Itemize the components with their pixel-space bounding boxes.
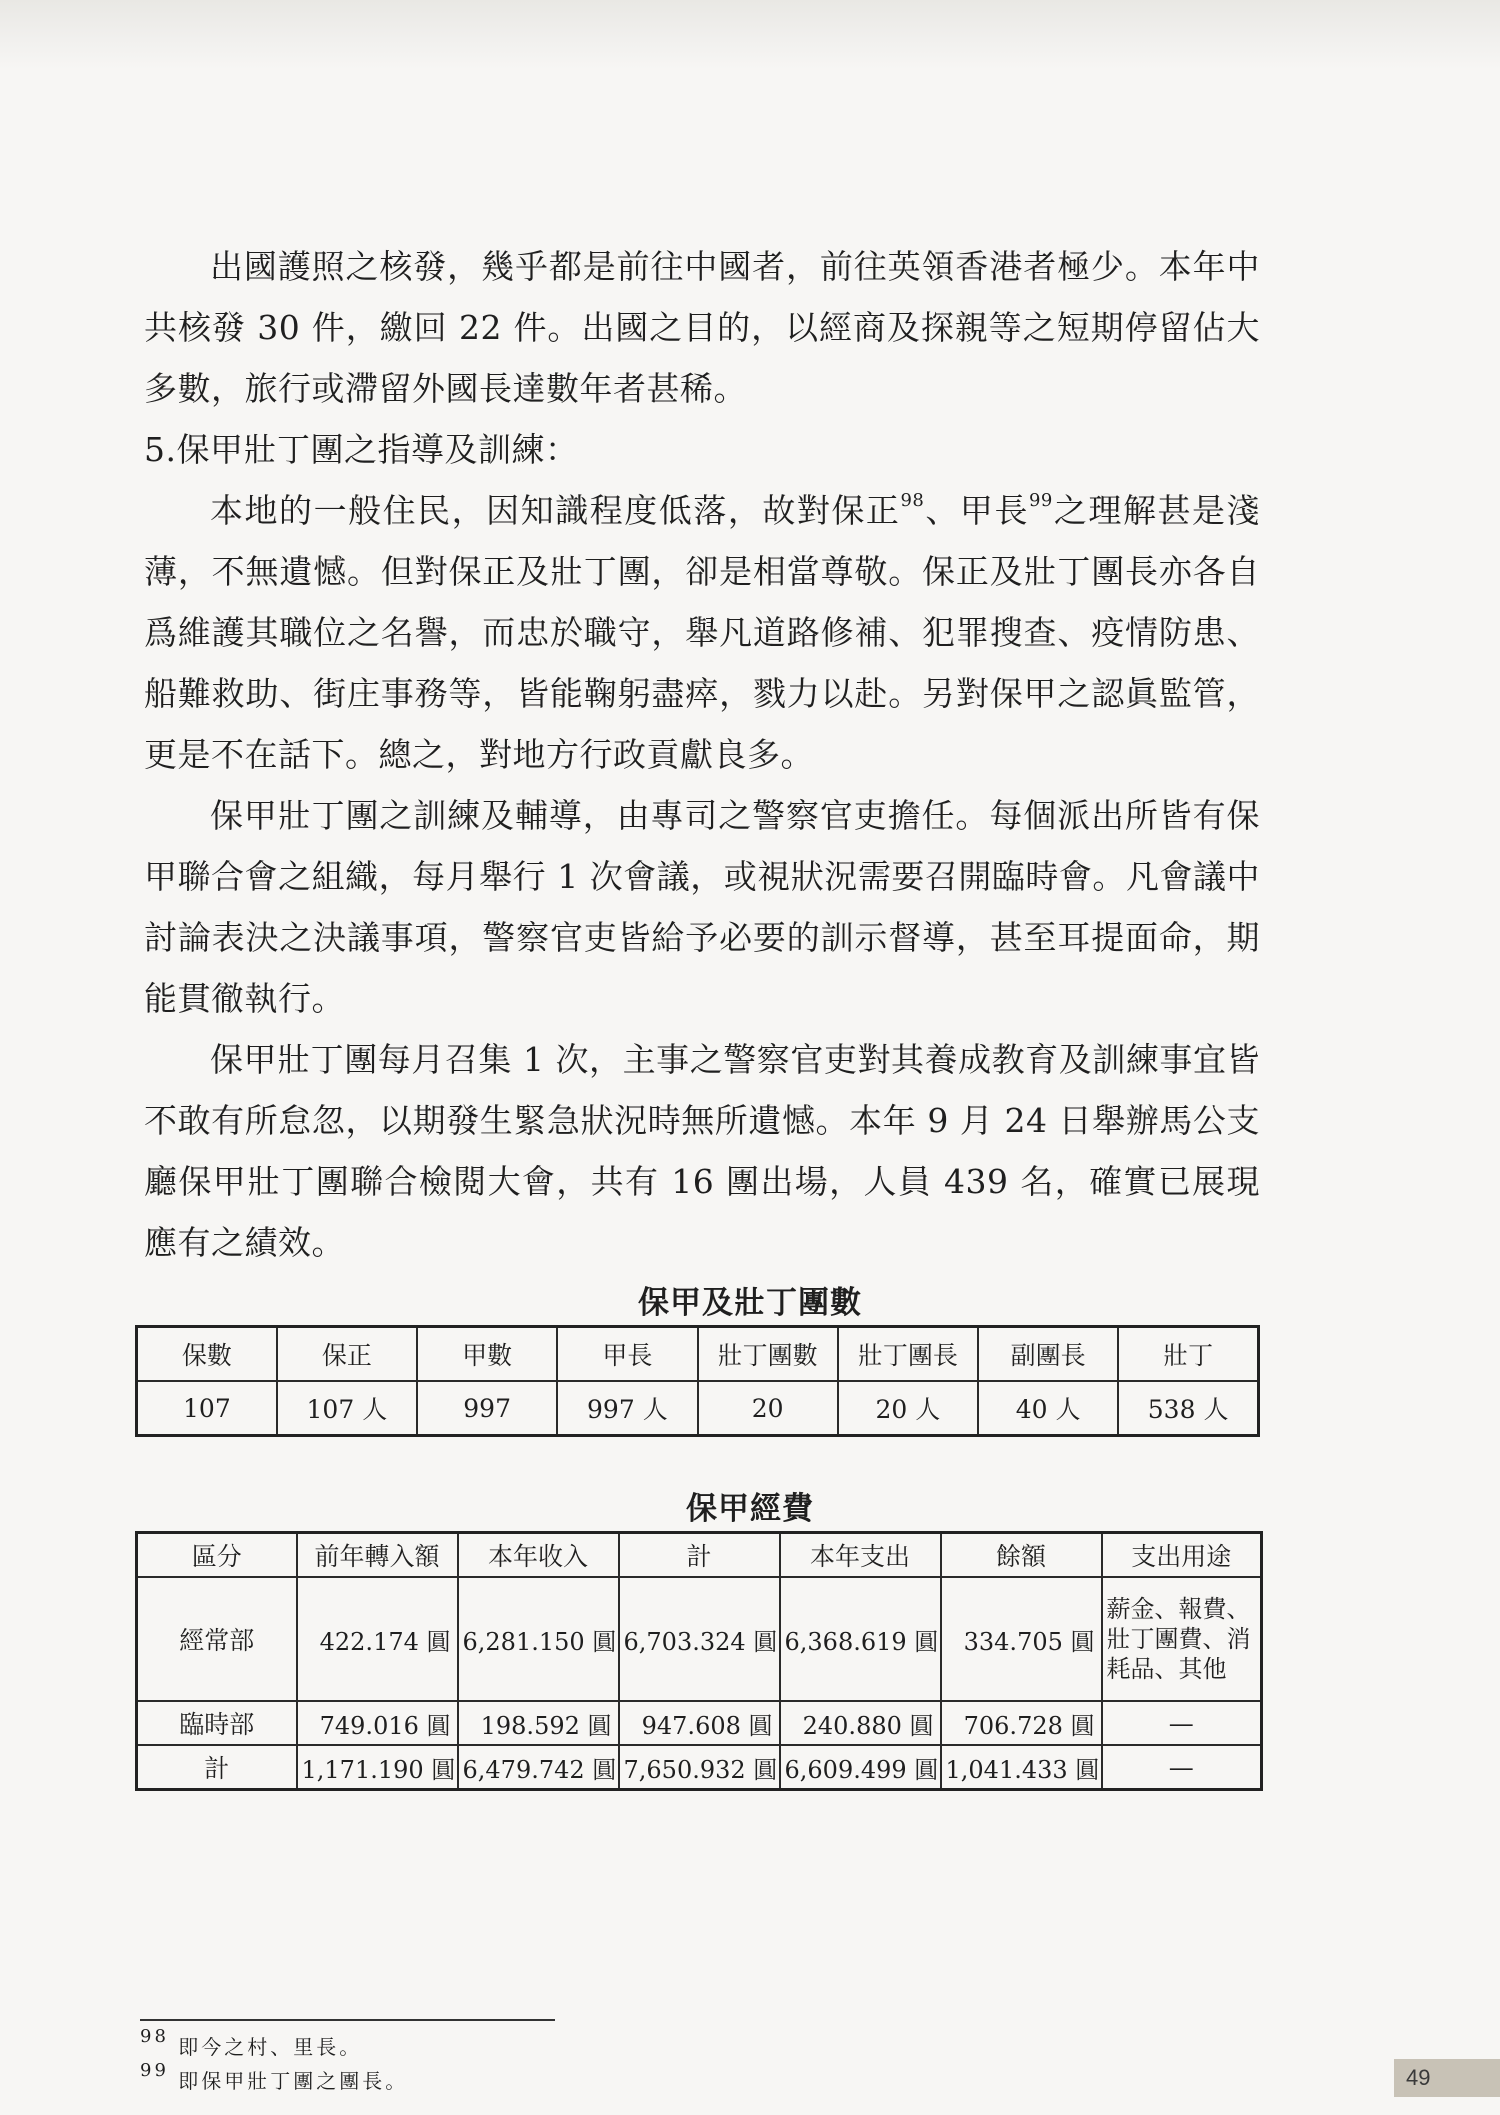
table-cell: 240.880 圓 [780,1701,941,1745]
table-cell: 20 [698,1381,838,1436]
footnote-ref-98: 98 [900,490,925,511]
baojia-count-table [135,1325,1260,1437]
baojia-expense-table [135,1531,1263,1791]
table-header-row [137,1327,1259,1382]
page-number: 49 [1394,2059,1500,2097]
table-cell: 538 人 [1118,1381,1258,1436]
table-header-cell: 餘額 [941,1533,1102,1578]
table-cell: 6,703.324 圓 [619,1577,780,1701]
table-header-cell: 保正 [277,1327,417,1382]
table-cell: 6,281.150 圓 [458,1577,619,1701]
table-cell: 20 人 [838,1381,978,1436]
table-cell: 臨時部 [137,1701,297,1745]
table-cell: — [1102,1745,1262,1790]
table-cell: 6,479.742 圓 [458,1745,619,1790]
paragraph-passport: 出國護照之核發，幾乎都是前往中國者，前往英領香港者極少。本年中共核發 30 件，繳回 22 件。出國之目的，以經商及探親等之短期停留佔大多數，旅行或滯留外國長達數年者甚稀。 [144,247,1260,408]
table-header-cell: 計 [619,1533,780,1578]
table-header-cell: 壯丁團數 [698,1327,838,1382]
table-cell: 749.016 圓 [297,1701,458,1745]
table-cell: — [1102,1701,1262,1745]
table-cell: 997 人 [557,1381,697,1436]
paragraph-training: 保甲壯丁團之訓練及輔導，由專司之警察官吏擔任。每個派出所皆有保甲聯合會之組織，每月舉行 1 次會議，或視狀況需要召開臨時會。凡會議中討論表決之決議事項，警察官吏皆給予必要的訓示督導，甚至耳提面命，期能貫徹執行。 [144,796,1260,1018]
table-row [137,1381,1259,1436]
table-cell: 薪金、報費、壯丁團費、消耗品、其他 [1102,1577,1262,1701]
table-cell: 947.608 圓 [619,1701,780,1745]
table-cell: 107 [137,1381,277,1436]
table-cell: 1,041.433 圓 [941,1745,1102,1790]
table-cell: 107 人 [277,1381,417,1436]
table-cell: 997 [417,1381,557,1436]
table-header-row [137,1533,1262,1578]
paragraph-residents: 本地的一般住民，因知識程度低落，故對保正$^{98}$、甲長$^{99}$之理解甚是淺薄，不無遺憾。但對保正及壯丁團，卻是相當尊敬。保正及壯丁團長亦各自爲維護其職位之名譽，而忠於職守，舉凡道路修補、犯罪搜查、疫情防患、船難救助、街庄事務等，皆能鞠躬盡瘁，戮力以赴。另對保甲之認眞監管，更是不在話下。總之，對地方行政貢獻良多。 [144,490,1261,774]
footnote-divider [140,2019,555,2021]
table-cell: 計 [137,1745,297,1790]
table-header-cell: 區分 [137,1533,297,1578]
footnote-ref-99: 99 [1028,490,1053,511]
footnotes [140,2026,409,2098]
table-row [137,1701,1262,1745]
table-header-cell: 本年收入 [458,1533,619,1578]
table-header-cell: 壯丁 [1118,1327,1258,1382]
table-cell: 198.592 圓 [458,1701,619,1745]
paragraph-assembly: 保甲壯丁團每月召集 1 次，主事之警察官吏對其養成教育及訓練事宜皆不敢有所怠忽，以期發生緊急狀況時無所遺憾。本年 9 月 24 日舉辦馬公支廳保甲壯丁團聯合檢閱大會，共有 16 團出場，人員 439 名，確實已展現應有之績效。 [144,1040,1260,1262]
table-cell: 1,171.190 圓 [297,1745,458,1790]
table-cell: 6,609.499 圓 [780,1745,941,1790]
body-text [144,236,1260,1273]
section-heading: 5.保甲壯丁團之指導及訓練： [144,430,579,469]
table-cell: 7,650.932 圓 [619,1745,780,1790]
footnote-99: $^{99}$ 即保甲壯丁團之團長。 [140,2060,409,2093]
table-cell: 422.174 圓 [297,1577,458,1701]
table-header-cell: 壯丁團長 [838,1327,978,1382]
table-cell: 40 人 [978,1381,1118,1436]
table-header-cell: 支出用途 [1102,1533,1262,1578]
table-cell: 經常部 [137,1577,297,1701]
table-header-cell: 保數 [137,1327,277,1382]
table-row [137,1577,1262,1701]
table-header-cell: 甲長 [557,1327,697,1382]
table-cell: 6,368.619 圓 [780,1577,941,1701]
table1-title: 保甲及壯丁團數 [638,1285,862,1321]
table-header-cell: 前年轉入額 [297,1533,458,1578]
table2-title: 保甲經費 [686,1491,814,1527]
footnote-98: $^{98}$ 即今之村、里長。 [140,2026,363,2059]
table-cell: 334.705 圓 [941,1577,1102,1701]
table-header-cell: 本年支出 [780,1533,941,1578]
table-cell: 706.728 圓 [941,1701,1102,1745]
table-row [137,1745,1262,1790]
table-header-cell: 甲數 [417,1327,557,1382]
table-header-cell: 副團長 [978,1327,1118,1382]
